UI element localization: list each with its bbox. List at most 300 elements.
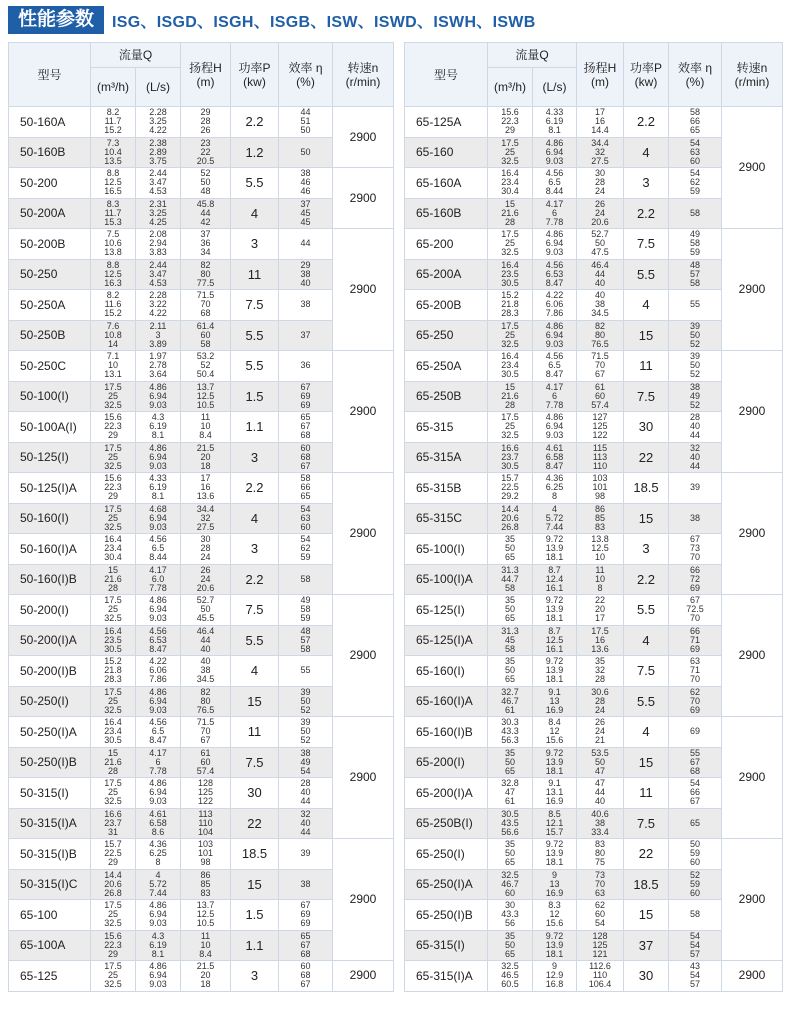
flow-m3h-cell: 16.4 23.4 30.5 [91,717,136,748]
efficiency-cell: 67 73 70 [669,534,722,565]
flow-m3h-cell: 32.5 46.5 60.5 [488,961,533,992]
power-cell: 5.5 [231,168,279,199]
model-cell: 50-200(I) [9,595,91,626]
head-cell: 71.5 70 67 [577,351,624,382]
power-cell: 22 [624,442,669,473]
flow-m3h-cell: 15.7 22.5 29 [91,839,136,870]
efficiency-cell: 50 [279,137,333,168]
flow-m3h-cell: 30.3 43.3 56.3 [488,717,533,748]
model-cell: 50-160(I)A [9,534,91,565]
spec-table-right [404,42,783,992]
model-cell: 65-160 [405,137,488,168]
flow-m3h-cell: 16.6 23.7 31 [91,808,136,839]
header-flow-ls: (L/s) [533,68,577,107]
table-row [9,351,394,382]
efficiency-cell: 54 62 59 [279,534,333,565]
model-cell: 50-250(I) [9,686,91,717]
header-model: 型号 [405,43,488,107]
efficiency-cell: 54 54 57 [669,930,722,961]
table-row [9,595,394,626]
head-cell: 21.5 20 18 [181,961,231,992]
power-cell: 5.5 [624,595,669,626]
head-cell: 26 24 21 [577,717,624,748]
flow-ls-cell: 8.7 12.4 16.1 [533,564,577,595]
model-cell: 65-125A [405,107,488,138]
efficiency-cell: 38 [279,290,333,321]
header-speed [722,43,783,107]
flow-m3h-cell: 8.8 12.5 16.5 [91,168,136,199]
efficiency-cell: 37 [279,320,333,351]
head-cell: 61.4 60 58 [181,320,231,351]
power-cell: 11 [231,259,279,290]
efficiency-cell: 38 [669,503,722,534]
head-cell: 46.4 44 40 [181,625,231,656]
power-cell: 15 [624,503,669,534]
model-cell: 65-315(I)A [405,961,488,992]
efficiency-cell: 36 [279,351,333,382]
efficiency-cell: 39 50 52 [669,320,722,351]
power-cell: 4 [231,503,279,534]
head-cell: 40 38 34.5 [577,290,624,321]
flow-m3h-cell: 17.5 25 32.5 [488,320,533,351]
head-cell: 45.8 44 42 [181,198,231,229]
model-cell: 65-200(I) [405,747,488,778]
model-cell: 50-250C [9,351,91,382]
model-cell: 50-200 [9,168,91,199]
flow-m3h-cell: 17.5 25 32.5 [91,595,136,626]
speed-cell: 2900 [333,961,394,992]
model-cell: 65-250(I) [405,839,488,870]
head-cell: 13.7 12.5 10.5 [181,381,231,412]
model-cell: 50-125(I)A [9,473,91,504]
power-cell: 11 [624,351,669,382]
model-cell: 50-250B [9,320,91,351]
power-cell: 4 [624,625,669,656]
flow-ls-cell: 9.72 13.9 18.1 [533,747,577,778]
efficiency-cell: 54 63 60 [279,503,333,534]
power-cell: 30 [231,778,279,809]
head-cell: 71.5 70 67 [181,717,231,748]
flow-m3h-cell: 7.1 10 13.1 [91,351,136,382]
head-cell: 115 113 110 [577,442,624,473]
flow-m3h-cell: 32.5 46.7 60 [488,869,533,900]
speed-cell: 2900 [722,229,783,351]
model-cell: 50-200(I)A [9,625,91,656]
head-cell: 53.5 50 47 [577,747,624,778]
head-cell: 61 60 57.4 [577,381,624,412]
model-cell: 50-315(I) [9,778,91,809]
model-cell: 65-250 [405,320,488,351]
flow-ls-cell: 4.56 6.5 8.44 [136,534,181,565]
head-cell: 82 80 76.5 [577,320,624,351]
efficiency-cell: 28 40 44 [669,412,722,443]
efficiency-cell: 60 68 67 [279,961,333,992]
flow-ls-cell: 9.72 13.9 18.1 [533,839,577,870]
flow-ls-cell: 4 5.72 7.44 [136,869,181,900]
head-cell: 103 101 98 [181,839,231,870]
flow-ls-cell: 8.4 12 15.6 [533,717,577,748]
flow-m3h-cell: 35 50 65 [488,595,533,626]
flow-m3h-cell: 15.6 22.3 29 [91,412,136,443]
flow-m3h-cell: 15 21.6 28 [488,381,533,412]
model-cell: 65-200A [405,259,488,290]
flow-m3h-cell: 30 43.3 56 [488,900,533,931]
power-cell: 15 [231,869,279,900]
head-cell: 103 101 98 [577,473,624,504]
power-cell: 2.2 [624,107,669,138]
efficiency-cell: 32 40 44 [279,808,333,839]
efficiency-cell: 38 46 46 [279,168,333,199]
flow-ls-cell: 9.72 13.9 18.1 [533,930,577,961]
power-cell: 5.5 [624,686,669,717]
header-power-label: 功率P [238,60,271,75]
head-cell: 47 44 40 [577,778,624,809]
table-row [9,961,394,992]
table-row [405,351,783,382]
table-row [9,717,394,748]
header-head [181,43,231,107]
header-speed-unit: (r/min) [734,74,770,89]
flow-m3h-cell: 14.4 20.6 26.8 [91,869,136,900]
power-cell: 2.2 [231,107,279,138]
header-flow-m3h: (m³/h) [488,68,533,107]
header-head-unit: (m) [591,74,609,89]
efficiency-cell: 54 66 67 [669,778,722,809]
efficiency-cell: 54 63 60 [669,137,722,168]
flow-m3h-cell: 7.5 10.6 13.8 [91,229,136,260]
section-title: 性能参数 [8,6,104,34]
header-power-unit: (kw) [243,74,266,89]
efficiency-cell: 48 57 58 [669,259,722,290]
table-row [405,717,783,748]
efficiency-cell: 55 67 68 [669,747,722,778]
power-cell: 18.5 [624,473,669,504]
model-cell: 65-160(I)B [405,717,488,748]
power-cell: 15 [231,686,279,717]
efficiency-cell: 66 72 69 [669,564,722,595]
speed-cell: 2900 [333,229,394,351]
power-cell: 11 [231,717,279,748]
power-cell: 18.5 [624,869,669,900]
efficiency-cell: 43 54 57 [669,961,722,992]
flow-ls-cell: 2.38 2.89 3.75 [136,137,181,168]
power-cell: 7.5 [231,747,279,778]
efficiency-cell: 69 [669,717,722,748]
power-cell: 2.2 [624,564,669,595]
header-speed-label: 转速n [736,60,768,75]
flow-m3h-cell: 7.3 10.4 13.5 [91,137,136,168]
efficiency-cell: 39 [279,839,333,870]
model-cell: 50-200B [9,229,91,260]
head-cell: 13.8 12.5 10 [577,534,624,565]
flow-ls-cell: 4.56 6.5 8.47 [533,351,577,382]
header-head-unit: (m) [196,74,215,89]
model-cell: 65-250(I)B [405,900,488,931]
spec-table-left-body [9,107,394,992]
header-power-unit: (kw) [634,74,658,89]
model-cell: 50-250(I)A [9,717,91,748]
flow-ls-cell: 4.86 6.94 9.03 [533,320,577,351]
flow-ls-cell: 4 5.72 7.44 [533,503,577,534]
flow-m3h-cell: 17.5 25 32.5 [488,229,533,260]
head-cell: 34.4 32 27.5 [181,503,231,534]
flow-ls-cell: 4.86 6.94 9.03 [136,686,181,717]
efficiency-cell: 39 [669,473,722,504]
power-cell: 1.1 [231,930,279,961]
model-cell: 50-315(I)A [9,808,91,839]
flow-m3h-cell: 15.2 21.8 28.3 [91,656,136,687]
model-cell: 50-200(I)B [9,656,91,687]
efficiency-cell: 65 67 68 [279,930,333,961]
table-row [9,473,394,504]
header-flow: 流量Q [91,43,181,68]
head-cell: 62 60 54 [577,900,624,931]
head-cell: 17 16 14.4 [577,107,624,138]
model-cell: 65-160B [405,198,488,229]
head-cell: 53.2 52 50.4 [181,351,231,382]
model-cell: 50-160(I) [9,503,91,534]
head-cell: 86 85 83 [181,869,231,900]
model-cell: 65-100A [9,930,91,961]
power-cell: 7.5 [624,656,669,687]
power-cell: 1.5 [231,381,279,412]
head-cell: 29 28 26 [181,107,231,138]
efficiency-cell: 54 62 59 [669,168,722,199]
speed-cell: 2900 [722,473,783,595]
flow-ls-cell: 4.17 6.0 7.78 [136,564,181,595]
head-cell: 17 16 13.6 [181,473,231,504]
power-cell: 1.1 [231,412,279,443]
model-cell: 50-250(I)B [9,747,91,778]
flow-m3h-cell: 35 50 65 [488,930,533,961]
head-cell: 40.6 38 33.4 [577,808,624,839]
flow-m3h-cell: 8.8 12.5 16.3 [91,259,136,290]
power-cell: 7.5 [624,381,669,412]
flow-ls-cell: 4.22 6.06 7.86 [136,656,181,687]
table-row [405,107,783,138]
model-cell: 65-100(I)A [405,564,488,595]
flow-ls-cell: 2.28 3.25 4.22 [136,107,181,138]
efficiency-cell: 44 [279,229,333,260]
flow-ls-cell: 4.22 6.06 7.86 [533,290,577,321]
head-cell: 22 20 17 [577,595,624,626]
head-cell: 34.4 32 27.5 [577,137,624,168]
flow-ls-cell: 9.72 13.9 18.1 [533,656,577,687]
flow-ls-cell: 1.97 2.78 3.64 [136,351,181,382]
model-cell: 50-125(I) [9,442,91,473]
flow-ls-cell: 2.11 3 3.89 [136,320,181,351]
head-cell: 30 28 24 [181,534,231,565]
header-eff-label: 效率 η [288,60,323,75]
flow-m3h-cell: 17.5 25 32.5 [91,381,136,412]
header-head-label: 扬程H [583,60,617,75]
power-cell: 22 [624,839,669,870]
efficiency-cell: 66 71 69 [669,625,722,656]
efficiency-cell: 48 57 58 [279,625,333,656]
model-cell: 65-250(I)A [405,869,488,900]
header-flow-ls: (L/s) [136,68,181,107]
flow-ls-cell: 4.86 6.94 9.03 [136,778,181,809]
speed-cell: 2900 [722,839,783,961]
head-cell: 128 125 122 [181,778,231,809]
flow-ls-cell: 4.86 6.94 9.03 [136,442,181,473]
flow-m3h-cell: 35 50 65 [488,747,533,778]
header-head-label: 扬程H [189,60,222,75]
efficiency-cell: 58 [279,564,333,595]
power-cell: 30 [624,961,669,992]
model-cell: 65-315C [405,503,488,534]
power-cell: 30 [624,412,669,443]
model-cell: 50-160B [9,137,91,168]
flow-ls-cell: 4.61 6.58 8.6 [136,808,181,839]
flow-ls-cell: 2.28 3.22 4.22 [136,290,181,321]
head-cell: 112.6 110 106.4 [577,961,624,992]
efficiency-cell: 60 68 67 [279,442,333,473]
power-cell: 7.5 [231,595,279,626]
model-cell: 65-200B [405,290,488,321]
model-cell: 65-200(I)A [405,778,488,809]
header-power-label: 功率P [629,60,662,75]
head-cell: 11 10 8.4 [181,930,231,961]
flow-ls-cell: 4.86 6.94 9.03 [136,961,181,992]
efficiency-cell: 62 70 69 [669,686,722,717]
head-cell: 40 38 34.5 [181,656,231,687]
flow-m3h-cell: 35 50 65 [488,839,533,870]
model-cell: 65-100(I) [405,534,488,565]
power-cell: 4 [231,656,279,687]
efficiency-cell: 55 [669,290,722,321]
flow-ls-cell: 9.1 13 16.9 [533,686,577,717]
table-row [9,839,394,870]
flow-ls-cell: 4.33 6.19 8.1 [533,107,577,138]
flow-ls-cell: 4.86 6.94 9.03 [533,412,577,443]
head-cell: 21.5 20 18 [181,442,231,473]
power-cell: 7.5 [624,229,669,260]
flow-ls-cell: 9.1 13.1 16.9 [533,778,577,809]
model-cell: 65-200 [405,229,488,260]
model-cell: 65-160(I) [405,656,488,687]
flow-ls-cell: 4.17 6 7.78 [136,747,181,778]
flow-m3h-cell: 17.5 25 32.5 [91,778,136,809]
header-eff-label: 效率 η [677,60,712,75]
flow-m3h-cell: 17.5 25 32.5 [91,503,136,534]
flow-ls-cell: 4.86 6.94 9.03 [533,229,577,260]
flow-m3h-cell: 16.6 23.7 30.5 [488,442,533,473]
header-eff-unit: (%) [685,74,705,89]
flow-ls-cell: 9 12.9 16.8 [533,961,577,992]
flow-ls-cell: 4.56 6.5 8.47 [136,717,181,748]
efficiency-cell: 49 58 59 [669,229,722,260]
head-cell: 82 80 76.5 [181,686,231,717]
flow-m3h-cell: 8.2 11.7 15.2 [91,107,136,138]
head-cell: 11 10 8 [577,564,624,595]
model-cell: 50-100A(I) [9,412,91,443]
header-flow-m3h: (m³/h) [91,68,136,107]
efficiency-cell: 67 69 69 [279,900,333,931]
efficiency-cell: 39 50 52 [279,717,333,748]
power-cell: 3 [231,442,279,473]
head-cell: 82 80 77.5 [181,259,231,290]
flow-ls-cell: 4.3 6.19 8.1 [136,930,181,961]
efficiency-cell: 49 58 59 [279,595,333,626]
table-row [9,168,394,199]
flow-ls-cell: 9 13 16.9 [533,869,577,900]
power-cell: 4 [624,137,669,168]
power-cell: 3 [231,534,279,565]
model-cell: 50-160A [9,107,91,138]
flow-m3h-cell: 17.5 25 32.5 [91,442,136,473]
flow-m3h-cell: 17.5 25 32.5 [91,686,136,717]
model-cell: 50-200A [9,198,91,229]
power-cell: 1.2 [231,137,279,168]
efficiency-cell: 58 66 65 [279,473,333,504]
speed-cell: 2900 [722,107,783,229]
table-row [9,229,394,260]
flow-m3h-cell: 15.6 22.3 29 [91,473,136,504]
power-cell: 3 [624,168,669,199]
power-cell: 3 [624,534,669,565]
flow-m3h-cell: 15 21.6 28 [488,198,533,229]
model-cell: 65-315(I) [405,930,488,961]
efficiency-cell: 63 71 70 [669,656,722,687]
flow-m3h-cell: 8.3 11.7 15.3 [91,198,136,229]
efficiency-cell: 29 38 40 [279,259,333,290]
head-cell: 30.6 28 24 [577,686,624,717]
flow-m3h-cell: 8.2 11.6 15.2 [91,290,136,321]
head-cell: 26 24 20.6 [181,564,231,595]
efficiency-cell: 44 51 50 [279,107,333,138]
flow-ls-cell: 2.08 2.94 3.83 [136,229,181,260]
speed-cell: 2900 [333,168,394,229]
efficiency-cell: 28 40 44 [279,778,333,809]
flow-ls-cell: 4.17 6 7.78 [533,198,577,229]
head-cell: 26 24 20.6 [577,198,624,229]
efficiency-cell: 39 50 52 [669,351,722,382]
flow-m3h-cell: 15 21.6 28 [91,564,136,595]
power-cell: 4 [231,198,279,229]
flow-m3h-cell: 7.6 10.8 14 [91,320,136,351]
flow-ls-cell: 8.3 12 15.6 [533,900,577,931]
flow-m3h-cell: 16.4 23.5 30.5 [91,625,136,656]
flow-ls-cell: 2.31 3.25 4.25 [136,198,181,229]
power-cell: 3 [231,961,279,992]
flow-m3h-cell: 30.5 43.5 56.6 [488,808,533,839]
flow-ls-cell: 8.7 12.5 16.1 [533,625,577,656]
head-cell: 86 85 83 [577,503,624,534]
model-cell: 65-250B [405,381,488,412]
flow-m3h-cell: 17.5 25 32.5 [91,961,136,992]
flow-ls-cell: 4.56 6.53 8.47 [533,259,577,290]
flow-ls-cell: 2.44 3.47 4.53 [136,259,181,290]
flow-m3h-cell: 15.6 22.3 29 [488,107,533,138]
power-cell: 2.2 [231,473,279,504]
speed-cell: 2900 [722,717,783,839]
flow-m3h-cell: 15 21.6 28 [91,747,136,778]
flow-m3h-cell: 16.4 23.4 30.5 [488,351,533,382]
power-cell: 3 [231,229,279,260]
header-flow: 流量Q [488,43,577,68]
table-row [405,961,783,992]
model-cell: 65-160(I)A [405,686,488,717]
head-cell: 23 22 20.5 [181,137,231,168]
flow-m3h-cell: 15.2 21.8 28.3 [488,290,533,321]
head-cell: 83 80 75 [577,839,624,870]
flow-m3h-cell: 17.5 25 32.5 [488,137,533,168]
model-cell: 50-100(I) [9,381,91,412]
power-cell: 18.5 [231,839,279,870]
flow-m3h-cell: 35 50 65 [488,534,533,565]
model-series-list: ISG、ISGD、ISGH、ISGB、ISW、ISWD、ISWH、ISWB [112,13,536,31]
